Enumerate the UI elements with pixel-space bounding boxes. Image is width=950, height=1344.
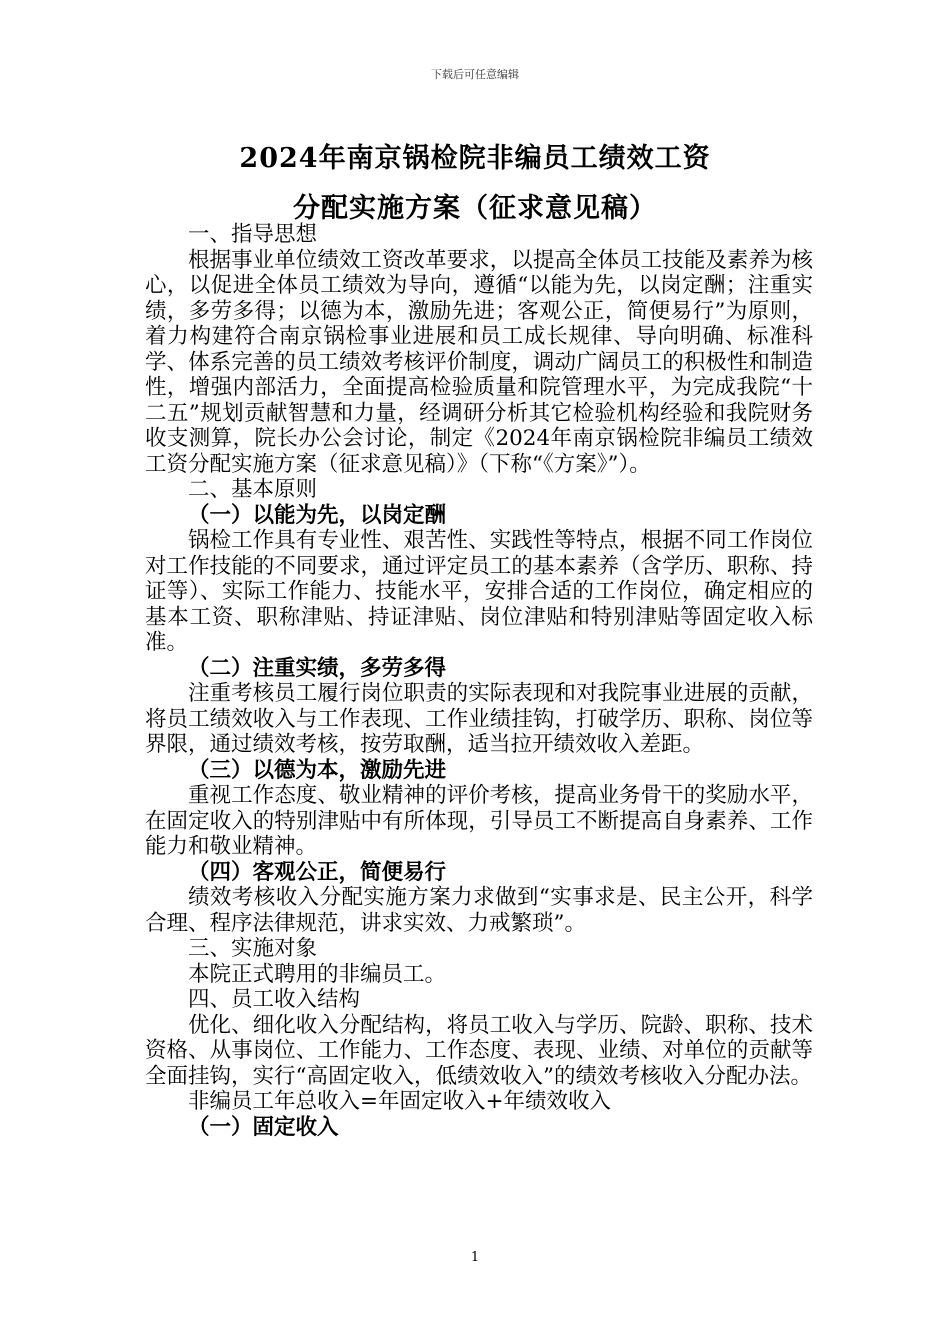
paragraph-principle-3: 重视工作态度、敬业精神的评价考核，提高业务骨干的奖励水平，在固定收入的特别津贴中有所体现，引导员工不断提高自身素养、工作能力和敬业精神。 [145,783,813,859]
document-title-line1: 2024年南京锅检院非编员工绩效工资 [239,143,711,174]
paragraph-income-formula: 非编员工年总收入=年固定收入+年绩效收入 [188,1089,612,1114]
subheading-principle-1: （一）以能为先，以岗定酬 [188,502,447,528]
section-heading-basic-principles: 二、基本原则 [188,477,318,502]
paragraph-target: 本院正式聘用的非编员工。 [188,961,447,987]
paragraph-principle-4: 绩效考核收入分配实施方案力求做到“实事求是、民主公开，科学合理、程序法律规范，讲求实效、力戒繁琐”。 [145,885,813,936]
paragraph-guiding-ideology: 根据事业单位绩效工资改革要求，以提高全体员工技能及素养为核心，以促进全体员工绩效为导向，遵循“以能为先，以岗定酬；注重实绩，多劳多得；以德为本，激励先进；客观公正，简便易行”为原则，着力构建符合南京锅检事业进展和员工成长规律、导向明确、标准科学、体系完善的员工绩效考核评价制度，调动广阔员工的积极性和制造性，增强内部活力，全面提高检验质量和院管理水平，为完成我院“十二五”规划贡献智慧和力量，经调研分析其它检验机构经验和我院财务收支测算，院长办公会讨论，制定《2024年南京锅检院非编员工绩效工资分配实施方案（征求意见稿）》（下称“《方案》”）。 [145,247,813,477]
paragraph-income-structure: 优化、细化收入分配结构，将员工收入与学历、院龄、职称、技术资格、从事岗位、工作能力、工作态度、表现、业绩、对单位的贡献等全面挂钩，实行“高固定收入，低绩效收入”的绩效考核收入分配办法。 [145,1012,813,1089]
section-heading-income-structure: 四、员工收入结构 [188,987,361,1012]
subheading-principle-3: （三）以德为本，激励先进 [188,757,447,783]
subheading-principle-2: （二）注重实绩，多劳多得 [188,655,447,681]
section-heading-guiding-ideology: 一、指导思想 [188,222,318,247]
document-body [145,222,813,1140]
document-title-line2: 分配实施方案（征求意见稿） [293,193,657,224]
paragraph-principle-1: 锅检工作具有专业性、艰苦性、实践性等特点，根据不同工作岗位对工作技能的不同要求，通过评定员工的基本素养（含学历、职称、持证等）、实际工作能力、技能水平，安排合适的工作岗位，确定相应的基本工资、职称津贴、持证津贴、岗位津贴和特别津贴等固定收入标准。 [145,528,813,655]
paragraph-principle-2: 注重考核员工履行岗位职责的实际表现和对我院事业进展的贡献，将员工绩效收入与工作表现、工作业绩挂钩，打破学历、职称、岗位等界限，通过绩效考核，按劳取酬，适当拉开绩效收入差距。 [145,681,813,757]
page-number: 1 [470,1250,480,1265]
header-note: 下载后可任意编辑 [431,68,519,81]
subheading-principle-4: （四）客观公正，简便易行 [188,859,447,885]
subheading-fixed-income: （一）固定收入 [188,1114,339,1140]
section-heading-target: 三、实施对象 [188,936,318,961]
